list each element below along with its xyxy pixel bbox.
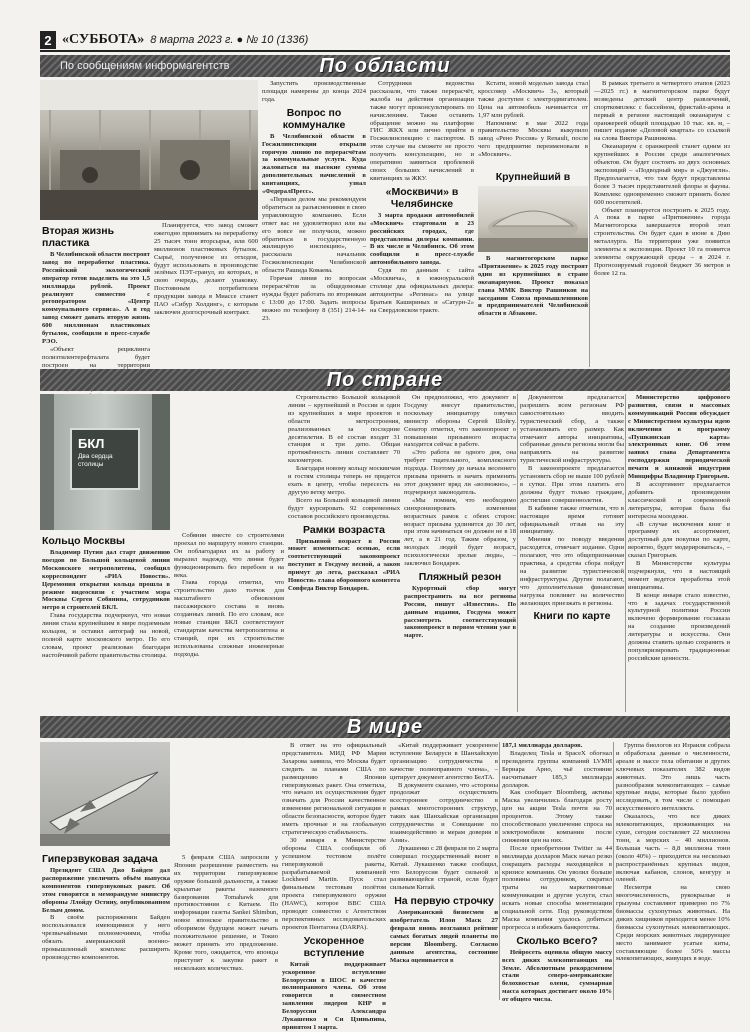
body-books-2: «В случае включения книг в программу их ассортимент, доступный для покупки по карте, вероятно, будет модерироваться», – сказал Григорьев. [628, 520, 730, 560]
body-plastic-2: Планируется, что завод сможет ежегодно принимать на переработку 25 тысяч тонн вторсырья, или 600 миллионов пластиковых бутылок. Сырьё, полученное из отходов, будут использовать в производстве зелёных ПЭТ-гранул, из которых, в свою очередь, делают упаковку. Постоянным потребителем продукции завода в Миассе станет ПАО «Сибур Холдинг», с которым заключен долгосрочный контракт. [154, 222, 258, 316]
body-hypersonic-4: 30 января в Министерстве обороны США сообщили об успешном тестовом полёте гиперзвуковой ракеты, разрабатываемой компанией Lockheed Martin. Пуск стал финальным тестовым полётом проекта гиперзвукового оружия (HAWC), которое ВВС США проводят совместно с Агентством перспективных исследовательских проектов Пентагона (DARPA). [282, 836, 386, 931]
body-hypersonic-2: 5 февраля США запросили у Японии разрешение разместить на их территории гиперзвуковое оружие большой дальности, а также крылатые ракеты наземного базирования Tomahawk для противостояния с Китаем. По информации газеты Sankei Shimbun, новое японское правительство в обозримом будущем может начать положительное решение, и Токио может принять это предложение. Кроме того, ожидается, что японцы приступят к закупке ракет в нескольких количествах. [174, 854, 278, 972]
section-title-world: В мире [346, 715, 424, 738]
article-books [628, 394, 730, 712]
body-oceanarium-3: Объект планируется построить к 2025 году. А пока в парке «Притяжение» города Магнитогорска завершается второй этап строительства. Он будет сдан в июне к Дню металлурга. На территории уже появятся элементы к экспозиции. Проект 10 га появятся элементы окружающей среды – в 2024 г. Прогнозируемый годовой бюджет 36 метров и более 12 га. [594, 206, 730, 277]
headline-mass: Сколько всего? [516, 934, 598, 947]
lead-oceanarium: В магнитогорском парке «Притяжение» к 2025 году построят один из крупнейших в стране океанариумов. Проект показал глава ММК Виктор Рашников на заседании Союза промышленников и предпринимателей Челябинской области в Абзакове. [478, 255, 588, 318]
body-musk-3: Как сообщает Bloomberg, активы Маска увеличились благодаря росту цен на акции Tesla почти на 70 процентов. Этому также способствовало увеличение спроса на электромобили компании после снижения цен на них. [502, 789, 612, 844]
missile-illustration [40, 742, 170, 846]
article-books-start [520, 394, 624, 712]
body-moskvich-2: Кстати, новой моделью завода стал кроссовер «Москвич» 3», который также доступен с электродвигателем. Цена на автомобиль начинается от 1,97 млн рублей. [478, 80, 588, 119]
body-musk-4: После приобретения Twitter за 44 миллиарда долларов Маск начал резко сокращать расходы находящейся в кризисе компании. Он уволил больше половины сотрудников, сократил траты на маркетинговые коммуникации и другие услуги, стал искать новые способы монетизации социальной сети. Под руководством Маска компания удалось добиться прогресса и избежать банкротства. [502, 844, 612, 931]
newspaper-title: «СУББОТА» [62, 32, 145, 47]
page-number: 2 [40, 31, 56, 49]
section-title-region: По области [319, 54, 451, 77]
lead-sco: Китай поддерживает ускоренное вступление Белоруссии в ШОС в качестве полноправного члена. Об этом говорится в совместном заявлении лидеров КНР и Белоруссии Александра Лукашенко и Си Цзиньпина, принятом 1 марта. [282, 960, 386, 1031]
issue-date: 8 марта 2023 г. ● № 10 (1336) [150, 34, 309, 46]
lead-beach: Курортный сбор могут распространить на все регионы России, пишут «Известия». По данным издания, Госдума может рассмотреть соответствующий законопроект в первом чтении уже в марте. [404, 584, 516, 640]
body-beach-4: Мнения по поводу введения расходятся, отмечает издание. Одни полагают, что это общепризнанная практика, а средства сбора пойдут на развитие туристической инфраструктуры. Другие полагают, что дополнительная финансовая нагрузка повлияет на количество желающих приезжать в регионы. [520, 536, 624, 607]
body-sco-2: В документе сказано, что «стороны продолжат осуществлять всестороннее сотрудничество в рамках многосторонних структур, таких как Шанхайская организация сотрудничества и Совещание по взаимодействию и мерам доверия в Азии». [390, 781, 498, 844]
lead-plastic: В Челябинской области построят завод по переработке пластика. Российский экологический оператор готов выделить на это 1,5 миллиарда рублей. Проект реализуют совместно с регоператором «Центр коммунального сервиса». А в год завод сможет давать вторую жизнь 600 миллионам пластиковых бутылок, сообщили в пресс-службе РЭО. [42, 251, 150, 345]
bkl-sign [70, 428, 140, 490]
lead-moskvich: 3 марта продажи автомобилей «Москвич» стартовали в 23 российских городах, где представлены дилеры компании. В их числе и Челябинск. Об этом сообщили в пресс-службе автомобильного завода. [370, 211, 474, 267]
body-utilities-1: «Первым делом мы рекомендуем обратиться за разъяснениями в свою управляющую компанию. Если ответ вас не удовлетворил или вы его вовсе не получили, можно обратиться в государственную жилищную инспекцию», – рассказала начальник Госжилинспекции Челябинской области Рашида Коваева. [262, 195, 366, 275]
article-hypersonic [42, 850, 170, 1000]
body-metro-6: Всего на Большой кольцевой линии будут курсировать 92 современных составов российского производства. [288, 496, 400, 520]
lead-utilities: В Челябинской области в Госжилинспекции открыли горячую линию по перерасчётам за коммунальные услуги. Куда жаловаться на высокие суммы дополнительных начислений в квитанциях, узнал «ФедералПресс». [262, 132, 366, 196]
factory-photo [40, 80, 258, 220]
headline-sco: Ускоренное вступление [303, 934, 365, 959]
article-age [288, 394, 400, 712]
article-moskvich [370, 80, 474, 367]
column-rule [613, 742, 614, 1000]
body-books-3: В Министерстве культуры подчеркнули, что в настоящий момент ведется проработка этой инициативы. [628, 560, 730, 591]
section-title-country: По стране [326, 368, 444, 391]
article-plastic-col2 [154, 222, 258, 367]
body-sco-1: «Китай поддерживает ускоренное вступление Беларуси в Шанхайскую организацию сотрудничества в качестве полноправного члена», – цитирует документ агентство БелТА. [390, 742, 498, 781]
article-plastic-col1 [42, 222, 150, 367]
body-beach-1: Документом предлагается разрешить всем регионам РФ самостоятельно вводить туристический сбор, а также устанавливать его размер. Как отмечают авторы инициативы, собранные деньги регионы могли бы направлять на развитие туристической инфраструктуры. [520, 394, 625, 465]
section-band-country [40, 369, 730, 391]
headline-hypersonic: Гиперзвуковая задача [42, 853, 158, 865]
body-plastic-1: «Объект рециклинга полиэтилентерефталата будет построен на территории [42, 345, 150, 369]
lead-musk: Американский бизнесмен и изобретатель Илон Маск 27 февраля вновь возглавил рейтинг самых богатых людей планеты по версии Bloomberg. Согласно данным агентства, состояние Маска оценивается в [390, 909, 498, 964]
body-age-2: «Это работа не одного дня, она требует тщательного, комплексного подхода. Поэтому до начала весеннего призыва принять и начать применять этот документ вряд ли «возможно», – подчеркнул законодатель. [404, 449, 516, 496]
article-mass [502, 742, 612, 1004]
body-metro-1: Глава государства подчеркнул, что новая линия стала крупнейшим в мире подземным кольцом, и оставил автограф на новой, полной карте московского метро. По его словам, проект реализован благодаря настойчивой работе правительства столицы. [42, 612, 170, 659]
oceanarium-render [478, 186, 588, 252]
section-band-region [40, 55, 730, 77]
body-plastic-3: Запустить производственные площади намерены до конца 2024 года. [262, 80, 366, 103]
lead-hypersonic: Президент США Джо Байден дал распоряжение увеличить объём выпуска компонентов гиперзвуковых ракет. Об этом говорится в меморандуме министру обороны Ллойду Остину, опубликованном Белым домом. [42, 867, 170, 914]
body-beach-3: В кабмине также отметили, что в настоящее время готовят официальный отзыв на эту инициативу. [520, 504, 624, 536]
section-band-world [40, 716, 730, 738]
column-rule [499, 742, 500, 1000]
article-utilities [262, 80, 366, 367]
bkl-sign-sub: Два сердца столицы [78, 453, 113, 468]
headline-oceanarium: Крупнейший в [495, 171, 571, 183]
lead-mass: Нейросеть оценила общую массу всех диких млекопитающих на Земле. Абсолютным рекордсменом стали северо-американские белохвостые олени, суммарная масса которых достигает около 10% от общего числа. [502, 948, 612, 1004]
article-sco [282, 742, 386, 1031]
bkl-sign-main: БКЛ [78, 436, 105, 451]
body-hypersonic-1: В своём распоряжении Байден воспользовался имеющимися у него чрезвычайными полномочиями, чтобы обязать американский военно-промышленный комплекс расширить производство компонентов. [42, 914, 170, 961]
body-beach-2: В законопроекте предлагается установить сбор не выше 100 рублей в сутки. При этом платить его должны будут только граждане, достигшие совершеннолетия. [520, 465, 624, 504]
headline-utilities: Вопрос по коммуналке [282, 106, 346, 131]
article-mass-body [616, 742, 730, 1000]
body-age-1: Он предположил, что документ в Госдуму внесут правительство, поскольку инициатору озвучил министр обороны Сергей Шойгу. Сенатор отметил, что законопроект о повышении призывного возраста находится сейчас в работе. [404, 394, 516, 449]
building-illustration [478, 186, 588, 252]
section-source-label: По сообщениям информагентств [60, 60, 230, 72]
article-oceanarium-head [478, 168, 588, 184]
body-moskvich-1: Судя по данным с сайта «Москвича», в южноуральской столице два официальных дилера: автоцентры «Регинас» на улице Братьев Кашириных и «Сатурн-2» на Свердловском тракте. [370, 267, 474, 314]
article-hypersonic-cont [174, 742, 278, 1000]
article-metro-col2 [174, 532, 284, 712]
body-utilities-3: Сотрудники ведомства рассказали, что также перерасчёт, жалоба на действия организации также могут проконсультировать по начислениям. Также оставить обращение можно на платформе ГИС ЖКХ или лично прийти в Госжилинспекцию с паспортом. В этом случае вы сможете не просто получить консультацию, но и оперативно заявиться проблемой своих больших начислений в квитанциях за ЖКУ. [370, 80, 474, 182]
body-musk-1: 187,1 миллиарда долларов. [502, 742, 583, 749]
body-metro-5: Благодаря новому кольцу москвичам и гостям столицы теперь не придется ехать в центр, чтобы пересесть на другую ветку метро. [288, 465, 400, 496]
body-oceanarium-2: Океанариум с оранжереей станет одним из крупнейших в России среди аналогичных объектов. Он будет состоять из двух основных экспозиций – «Подводный мир» и «Джунгли». Предполагается, что там будут представлены более 3 тысяч представителей флоры и фауны. Комплекс одновременно сможет принять более 600 посетителей. [594, 143, 730, 206]
missile-photo [40, 742, 170, 846]
column-rule [625, 394, 626, 712]
article-oceanarium-body [594, 80, 730, 367]
body-mass-3: Несмотря на свою многочисленность, рукокрылые и грызуны составляют примерно по 7% биомассы сухопутных животных. На диких хищников приходится менее 10% биомассы сухопутных млекопитающих. Среди морских животных лидирующее место занимают усатые киты, составляющие более 50% массы млекопитающих, живущих в воде. [616, 884, 730, 963]
factory-illustration [40, 80, 258, 220]
lead-metro: Владимир Путин дал старт движению поездов по Большой кольцевой линии Московского метрополитена, сообщил корреспондент «РИА Новости». Церемония открытия кольца прошла в режиме видеосвязи с участием мэра Москвы Сергея Собянина, сотрудников метро и строителей БКЛ. [42, 549, 170, 612]
headline-books: Книги по карте [533, 610, 611, 623]
body-books-1: В ассортимент предлагается добавить произведения классической и современной литературы, которая была бы интересна молодежи. [628, 480, 730, 520]
body-metro-2: Собянин вместе со строителями проехал по маршруту нового станции. Он поблагодарил их за работу и выразил надежду, что линия будет функционировать без перебоев и на века. [174, 532, 284, 579]
body-metro-3: Глава города отметил, что строительство дало толчок для масштабного обновления пассажирского состава и вновь созданных линий. По его словам, все новые станции БКЛ соответствуют стандартам качества метрополитена и станций, при их строительстве использованы сложные инженерные подходы. [174, 579, 284, 658]
body-books-4: В конце января стало известно, что в задачах государственной культурной политики России включено формирование госзаказа на создание произведений литературы и искусства. Они должны ставить целью сохранить и популяризировать традиционные российские ценности. [628, 591, 730, 662]
body-hypersonic-3: В ответ на это официальный представитель МИД РФ Мария Захарова заявила, что Москва будет следить за планами США по размещению в Японии гиперзвуковых ракет. Она отметила, что начало их осуществления будет означать для России качественное изменение региональной ситуации в области безопасности, которое будет иметь прочные и на глобальную стратегическую стабильность. [282, 742, 386, 836]
body-age-3: «Мы помним, что необходимо синхронизировать изменения возрастных рамок с обеих сторон: возраст призыва удлинится до 30 лет, при этом начинаться он должен не в 18 лет, а в 21 год. Таким образом, у молодых людей будет возраст, психологически зрелые люди», – заключил Бондарев. [404, 496, 516, 568]
article-moskvich-cont [478, 80, 588, 180]
page-header [40, 30, 730, 52]
lead-books: Министерство цифрового развития, связи и массовых коммуникаций России обсуждает с Министерством культуры идею включения в программу «Пушкинская карта» электронных книг. Об этом заявил глава Департамента господдержки периодической печати и книжной индустрии Минцифры Владимир Григорьев. [628, 394, 730, 481]
metro-photo [40, 394, 170, 530]
body-mass-2: Оказалось, что все диких млекопитающих, проживающих на суше, сегодня составляет 22 миллиона тонн, а морских – 40 миллионов. Большая часть – 8,8 миллиона тонн (около 40%) – приходится на несколько распространённых крупных видов, включая кабанов, слонов, кенгуру и оленей. [616, 813, 730, 884]
body-oceanarium-1: В рамках третьего и четвертого этапов (2023—2025 гг.) в магнитогорском парке будут возведены детский центр развлечений, спорткомплекс с бассейном, фристайл-арена и первый в регионе настоящий океанариум с оранжереей общей площадью 10 тыс. кв. м, – пишет издание «Деловой квартал» со ссылкой на слова Виктора Рашникова. [594, 80, 730, 143]
headline-age: Рамки возраста [303, 523, 385, 536]
body-moskvich-3: Напомним: в мае 2022 года правительство Москвы выкупило завод «Рено Россия» у Renault, после чего предприятие переименовали в «Москвич». [478, 119, 588, 159]
body-sco-3: Лукашенко с 28 февраля по 2 марта совершал государственный визит в Китай. Лукашенко также сообщил, что Белоруссия будет сильной и развивающейся страной, если будет сильным Китай. [390, 844, 498, 892]
body-mass-1: Группа биологов из Израиля собрала и обработала данные о численности, ареале и массе тела обитания и других ключевых показателях 382 видов животных. Это лишь часть разнообразия млекопитающих – самые крупные виды, которые было удобно исследовать, в том числе с помощью искусственного интеллекта. [616, 742, 730, 813]
headline-musk: На первую строчку [394, 895, 494, 908]
headline-metro: Кольцо Москвы [42, 535, 126, 547]
body-metro-4: Строительство Большой кольцевой линии – крупнейший в России и один из крупнейших в мире проектов в области метростроения, реализованных за последние десятилетия. В её состав входят 31 станция и три депо. Общая протяжённость линии составляет 70 километров. [288, 394, 400, 465]
article-metro-col1 [42, 532, 170, 712]
headline-moskvich: «Москвичи» в Челябинске [385, 185, 459, 210]
headline-beach: Пляжный резон [418, 570, 502, 583]
article-beach [404, 394, 516, 712]
body-musk-2: Владелец Tesla и SpaceX обогнал президента группы компаний LVMH Бернара Арно, чьё состояние насчитывает 185,3 миллиарда долларов. [502, 749, 612, 789]
column-rule [517, 394, 518, 712]
body-utilities-2: Горячая линия по вопросам перерасчётов за общедомовые нужды будет работать по вторникам с 13:00 до 17:00. Задать вопросы можно по телефону 8 (351) 214-14-23. [262, 275, 366, 322]
column-rule [589, 80, 590, 367]
lead-age: Призывной возраст в России может измениться: осенью, если соответствующий законопроект поступит в Госдуму весной, а закон примут до лета, рассказал «РИА Новости» глава оборонного комитета Совфеда Виктор Бондарев. [288, 537, 400, 592]
article-musk [390, 742, 498, 1000]
article-oceanarium-lead [478, 255, 588, 367]
headline-plastic: Вторая жизнь пластика [42, 225, 115, 249]
